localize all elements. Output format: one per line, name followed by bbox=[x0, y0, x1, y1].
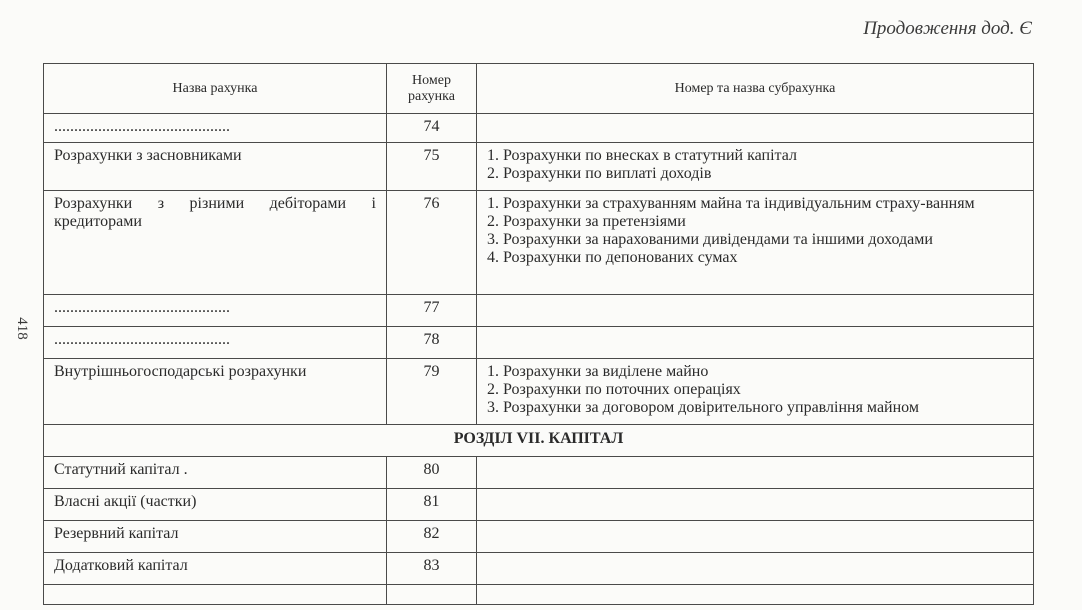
header-row bbox=[44, 64, 1034, 114]
table-row bbox=[44, 457, 1034, 489]
subaccount-item: 4. Розрахунки по депонованих сумах bbox=[487, 249, 738, 266]
subaccounts bbox=[477, 327, 1034, 359]
table-row bbox=[44, 359, 1034, 425]
account-number: 78 bbox=[387, 327, 477, 359]
subaccount-item: 1. Розрахунки за страхуванням майна та індивідуальним страху-ванням bbox=[487, 195, 975, 212]
header-subaccount: Номер та назва субрахунка bbox=[477, 64, 1034, 114]
subaccounts bbox=[477, 114, 1034, 143]
subaccounts bbox=[477, 191, 1034, 295]
account-name: Власні акції (частки) bbox=[44, 489, 387, 521]
table-row bbox=[44, 295, 1034, 327]
account-number: 75 bbox=[387, 143, 477, 191]
account-name: Розрахунки з різними дебіторами і кредиторами bbox=[44, 191, 387, 295]
subaccounts bbox=[477, 457, 1034, 489]
partial-cell bbox=[387, 585, 477, 605]
table-row bbox=[44, 191, 1034, 295]
section-title: РОЗДІЛ VII. КАПІТАЛ bbox=[44, 425, 1034, 457]
account-number: 76 bbox=[387, 191, 477, 295]
continuation-label: Продовження дод. Є bbox=[863, 18, 1032, 39]
account-number: 77 bbox=[387, 295, 477, 327]
table-row bbox=[44, 143, 1034, 191]
account-number: 81 bbox=[387, 489, 477, 521]
subaccounts bbox=[477, 489, 1034, 521]
account-name: Внутрішньогосподарські розрахунки bbox=[44, 359, 387, 425]
account-name: ............................................ bbox=[44, 295, 387, 327]
table-row bbox=[44, 327, 1034, 359]
table-row bbox=[44, 521, 1034, 553]
account-name: Розрахунки з засновниками bbox=[44, 143, 387, 191]
account-name: ............................................ bbox=[44, 327, 387, 359]
header-name: Назва рахунка bbox=[44, 64, 387, 114]
subaccount-item: 1. Розрахунки по внесках в статутний капітал bbox=[487, 147, 797, 164]
account-name: Додатковий капітал bbox=[44, 553, 387, 585]
account-number: 80 bbox=[387, 457, 477, 489]
partial-cell bbox=[44, 585, 387, 605]
subaccounts bbox=[477, 553, 1034, 585]
section-header-row bbox=[44, 425, 1034, 457]
account-name: Резервний капітал bbox=[44, 521, 387, 553]
account-number: 79 bbox=[387, 359, 477, 425]
subaccount-item: 2. Розрахунки по поточних операціях bbox=[487, 381, 741, 398]
subaccount-item: 2. Розрахунки за претензіями bbox=[487, 213, 686, 230]
subaccount-item: 1. Розрахунки за виділене майно bbox=[487, 363, 709, 380]
subaccount-item: 3. Розрахунки за договором довірительного управління майном bbox=[487, 399, 919, 416]
account-number: 74 bbox=[387, 114, 477, 143]
subaccounts bbox=[477, 359, 1034, 425]
table-row bbox=[44, 114, 1034, 143]
subaccounts bbox=[477, 143, 1034, 191]
account-number: 83 bbox=[387, 553, 477, 585]
subaccounts bbox=[477, 521, 1034, 553]
table-row bbox=[44, 489, 1034, 521]
table-row-partial bbox=[44, 585, 1034, 605]
account-number: 82 bbox=[387, 521, 477, 553]
account-name: Статутний капітал . bbox=[44, 457, 387, 489]
subaccount-item: 3. Розрахунки за нарахованими дивідендами та іншими доходами bbox=[487, 231, 933, 248]
subaccounts bbox=[477, 295, 1034, 327]
header-number: Номер рахунка bbox=[387, 64, 477, 114]
table-row bbox=[44, 553, 1034, 585]
page-number: 418 bbox=[13, 317, 30, 340]
accounts-table bbox=[43, 63, 1034, 605]
partial-cell bbox=[477, 585, 1034, 605]
account-name: ............................................ bbox=[44, 114, 387, 143]
subaccount-item: 2. Розрахунки по виплаті доходів bbox=[487, 165, 712, 182]
